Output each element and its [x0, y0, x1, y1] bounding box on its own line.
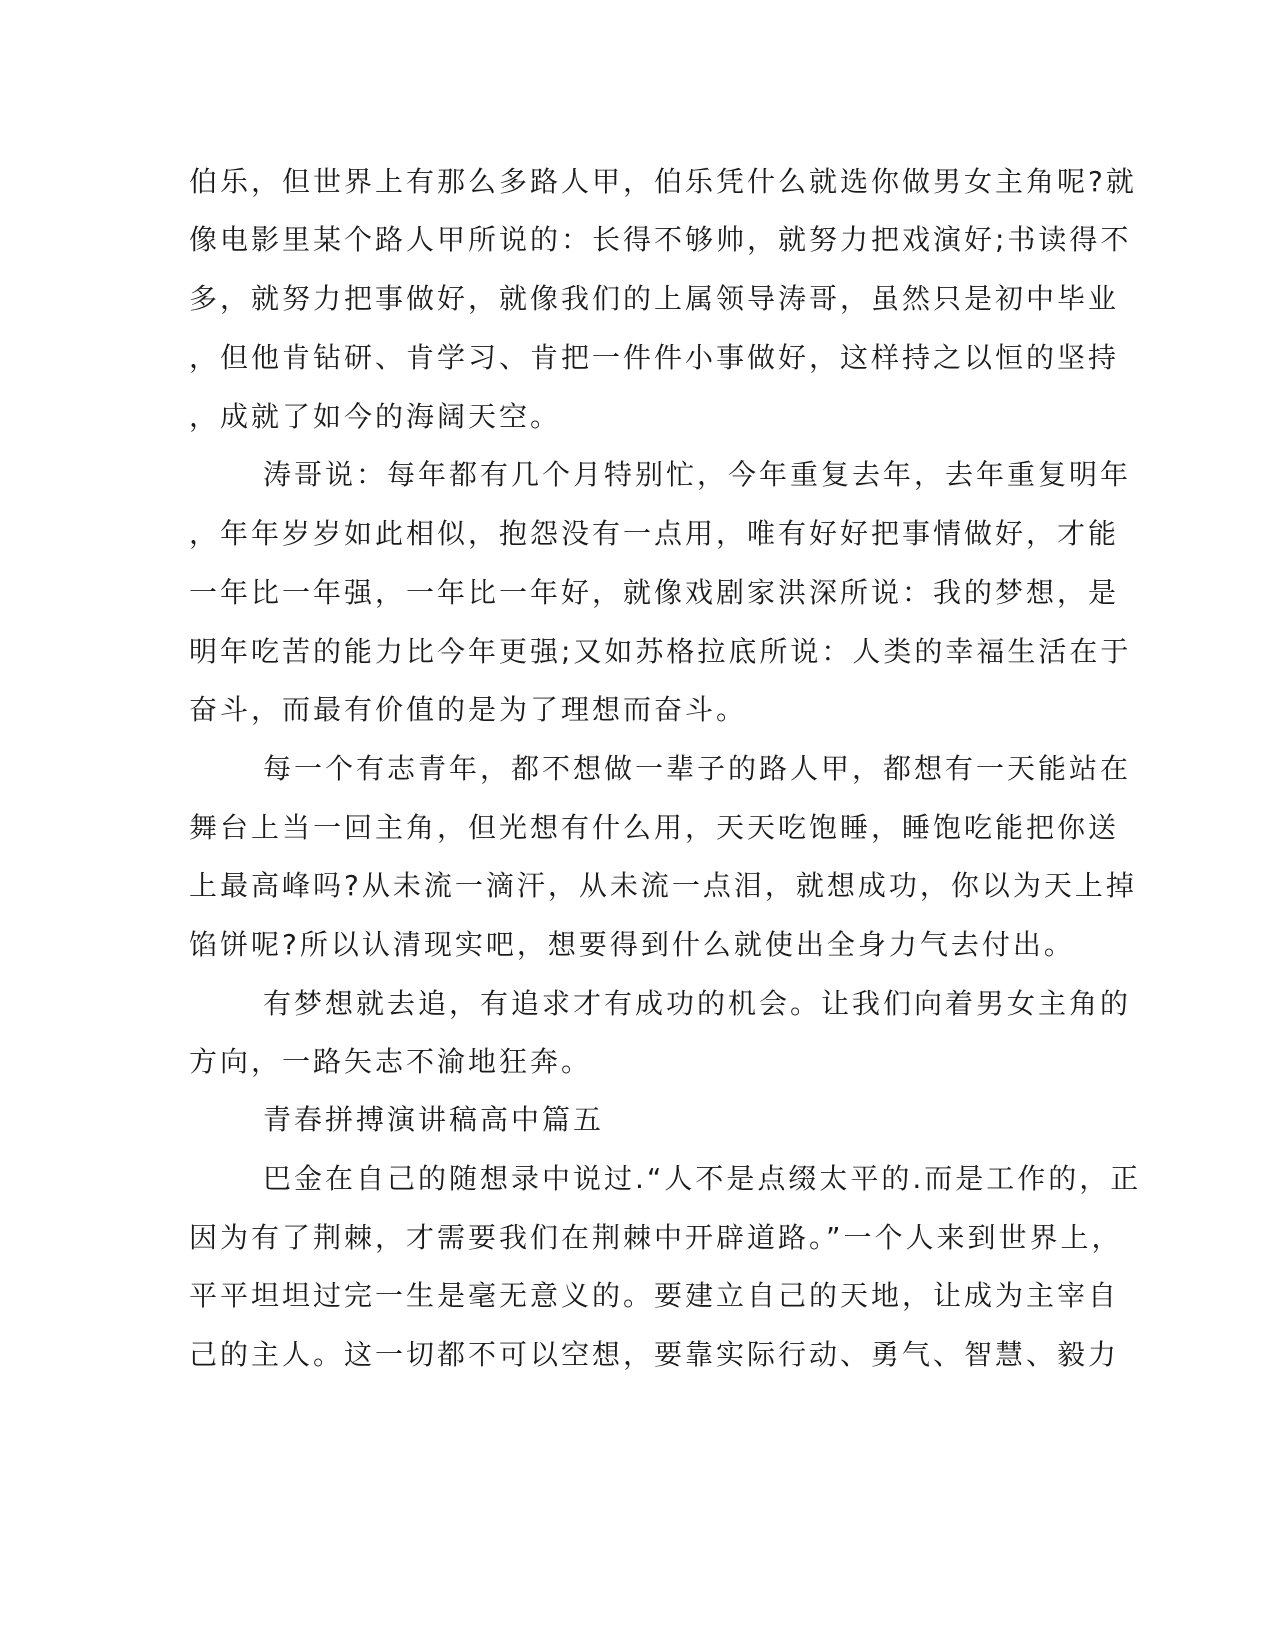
text-line: 上最高峰吗?从未流一滴汗，从未流一点泪，就想成功，你以为天上掉 [189, 869, 1137, 902]
text-line: 一年比一年强，一年比一年好，就像戏剧家洪深所说：我的梦想，是 [189, 576, 1120, 609]
text-line: 像电影里某个路人甲所说的：长得不够帅，就努力把戏演好;书读得不 [189, 223, 1132, 256]
text-line: 己的主人。这一切都不可以空想，要靠实际行动、勇气、智慧、毅力 [189, 1338, 1120, 1371]
text-line: 伯乐，但世界上有那么多路人甲，伯乐凭什么就选你做男女主角呢?就 [189, 165, 1137, 198]
paragraph-first-line: 巴金在自己的随想录中说过.“人不是点缀太平的.而是工作的，正 [263, 1162, 1142, 1195]
text-line: 奋斗，而最有价值的是为了理想而奋斗。 [189, 693, 748, 726]
paragraph-first-line: 涛哥说：每年都有几个月特别忙，今年重复去年，去年重复明年 [263, 458, 1132, 491]
text-line: ，成就了如今的海阔天空。 [189, 400, 562, 433]
text-line: 平平坦坦过完一生是毫无意义的。要建立自己的天地，让成为主宰自 [189, 1279, 1120, 1312]
text-line: 明年吃苦的能力比今年更强;又如苏格拉底所说：人类的幸福生活在于 [189, 635, 1132, 668]
text-line: 方向，一路矢志不渝地狂奔。 [189, 1045, 593, 1078]
text-line: 舞台上当一回主角，但光想有什么用，天天吃饱睡，睡饱吃能把你送 [189, 811, 1120, 844]
paragraph-first-line: 有梦想就去追，有追求才有成功的机会。让我们向着男女主角的 [263, 987, 1132, 1020]
text-line: ，但他肯钻研、肯学习、肯把一件件小事做好，这样持之以恒的坚持 [189, 341, 1120, 374]
section-heading: 青春拼搏演讲稿高中篇五 [263, 1103, 605, 1136]
text-line: 多，就努力把事做好，就像我们的上属领导涛哥，虽然只是初中毕业 [189, 282, 1120, 315]
text-line: 因为有了荆棘，才需要我们在荆棘中开辟道路。”一个人来到世界上， [189, 1221, 1123, 1254]
text-line: ，年年岁岁如此相似，抱怨没有一点用，唯有好好把事情做好，才能 [189, 517, 1120, 550]
paragraph-first-line: 每一个有志青年，都不想做一辈子的路人甲，都想有一天能站在 [263, 752, 1132, 785]
text-line: 馅饼呢?所以认清现实吧，想要得到什么就使出全身力气去付出。 [189, 928, 1075, 961]
